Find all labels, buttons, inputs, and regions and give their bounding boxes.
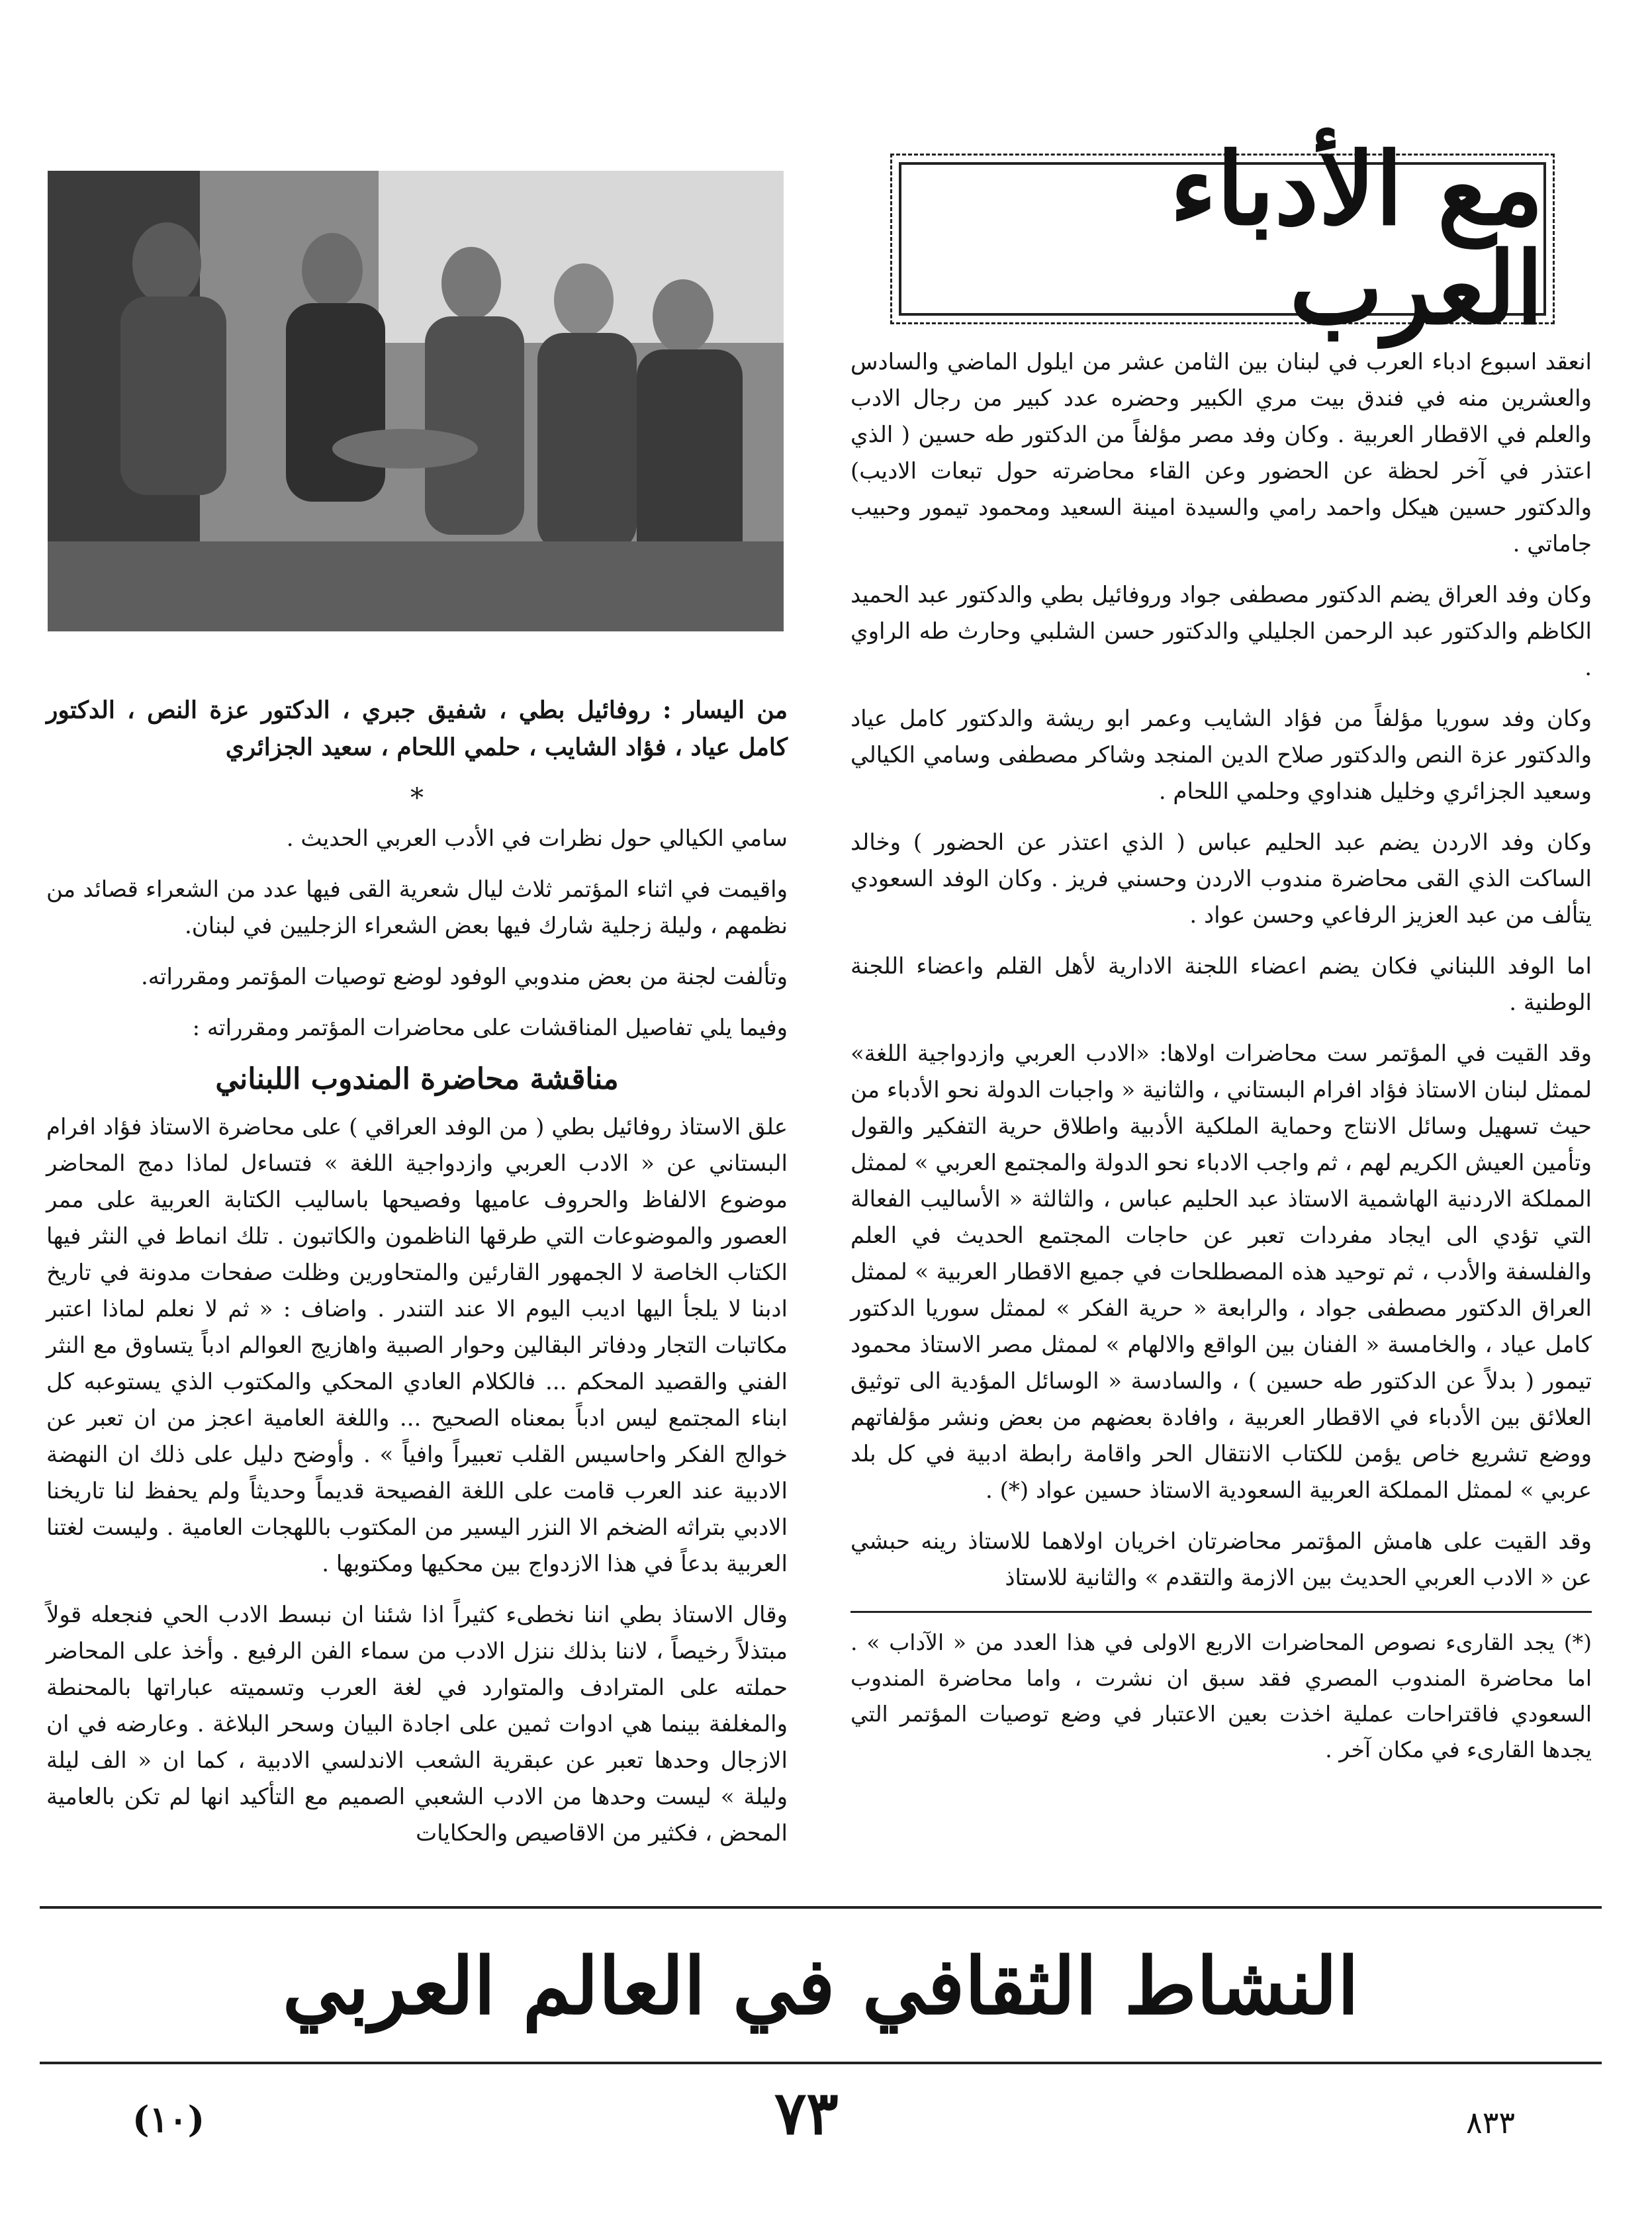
right-column — [850, 344, 1592, 1782]
paragraph: وقد القيت على هامش المؤتمر محاضرتان اخريان اولاهما للاستاذ رينه حبشي عن « الادب العربي الحديث بين الازمة والتقدم » والثانية للاستاذ — [850, 1528, 1592, 1591]
photo-figures — [48, 171, 784, 631]
group-photo — [48, 171, 784, 631]
article-title: مع الأدباء العرب — [1170, 131, 1543, 347]
title-frame — [890, 131, 1555, 347]
bottom-divider — [40, 2062, 1602, 2064]
paragraph: وقد القيت في المؤتمر ست محاضرات اولاها: «الادب العربي وازدواجية اللغة» لممثل لبنان الاستاذ فؤاد افرام البستاني ، والثانية « واجبات الدولة نحو الأدباء من حيث تسهيل وسائل الانتاج وحماية الملكية الأدبية واطلاق حرية التفكير والقول وتأمين العيش الكريم لهم ، ثم واجب الادباء نحو الدولة والمجتمع العربي » لممثل المملكة الاردنية الهاشمية الاستاذ عبد الحليم عباس ، والثالثة « الأساليب الفعالة التي تؤدي الى ايجاد مفردات تعبر عن حاجات المجتمع الحديث في العلم والفلسفة والأدب ، ثم توحيد هذه المصطلحات في جميع الاقطار العربية » لممثل العراق الدكتور مصطفى جواد ، والرابعة « حرية الفكر » لممثل سوريا الدكتور كامل عياد ، والخامسة « الفنان بين الواقع والالهام » لممثل مصر الاستاذ محمود تيمور ( بدلاً عن الدكتور طه حسين ) ، والسادسة « الوسائل المؤدية الى توثيق العلائق بين الأدباء في الاقطار العربية ، وافادة بعضهم من بعض ونشر مؤلفاتهم ووضع تشريع خاص يؤمن للكتاب الانتقال الحر واقامة رابطة ادبية في كل بلد عربي » لممثل المملكة العربية السعودية الاستاذ حسين عواد (*) . — [850, 1040, 1592, 1504]
paragraph: وكان وفد الاردن يضم عبد الحليم عباس ( الذي اعتذر عن الحضور ) وخالد الساكت الذي القى محاضرة مندوب الاردن وحسني فريز . وكان الوفد السعودي يتألف من عبد العزيز الرفاعي وحسن عواد . — [850, 829, 1592, 929]
section-banner: النشاط الثقافي في العالم العربي — [282, 1939, 1359, 2032]
paragraph: انعقد اسبوع ادباء العرب في لبنان بين الثامن عشر من ايلول الماضي والسادس والعشرين منه في فندق بيت مري الكبير وحضره عدد كبير من رجال الادب والعلم في الاقطار العربية . وكان وفد مصر مؤلفاً من الدكتور طه حسين ( الذي اعتذر في آخر لحظة عن الحضور وعن القاء محاضرته حول تبعات الاديب) والدكتور حسين هيكل واحمد رامي والسيدة امينة السعيد ومحمود تيمور وحبيب جاماتي . — [850, 349, 1592, 557]
footnote: (*) يجد القارىء نصوص المحاضرات الاربع الاولى في هذا العدد من « الآداب » . اما محاضرة المندوب المصري فقد سبق ان نشرت ، واما محاضرة المندوب السعودي فاقتراحات عملية اخذت بعين الاعتبار في وضع توصيات المؤتمر التي يجدها القارىء في مكان آخر . — [850, 1611, 1592, 1768]
paragraph: واقيمت في اثناء المؤتمر ثلاث ليال شعرية القى فيها عدد من الشعراء قصائد من نظمهم ، وليلة زجلية شارك فيها بعض الشعراء الزجليين في لبنان. — [46, 876, 788, 939]
page-number: ٧٣ — [774, 2078, 839, 2148]
paragraph: سامي الكيالي حول نظرات في الأدب العربي الحديث . — [286, 825, 788, 852]
photo-caption: من اليسار : روفائيل بطي ، شفيق جبري ، الدكتور عزة النص ، الدكتور كامل عياد ، فؤاد الشايب ، حلمي اللحام ، سعيد الجزائري — [46, 696, 788, 761]
paragraph: وفيما يلي تفاصيل المناقشات على محاضرات المؤتمر ومقرراته : — [192, 1015, 788, 1041]
section-title: مناقشة محاضرة المندوب اللبناني — [215, 1062, 619, 1096]
volume-page-number: ٨٣٣ — [1466, 2105, 1516, 2140]
paragraph: اما الوفد اللبناني فكان يضم اعضاء اللجنة الادارية لأهل القلم واعضاء اللجنة الوطنية . — [850, 953, 1592, 1016]
left-column — [46, 692, 788, 1866]
top-divider — [40, 1906, 1602, 1909]
issue-number: (١٠) — [132, 2098, 205, 2140]
paragraph: وكان وفد العراق يضم الدكتور مصطفى جواد وروفائيل بطي والدكتور عبد الحميد الكاظم والدكتور عبد الرحمن الجليلي والدكتور حسن الشلبي وحارث طه الراوي . — [850, 582, 1592, 681]
paragraph: وقال الاستاذ بطي اننا نخطىء كثيراً اذا شئنا ان نبسط الادب الحي فنجعله قولاً مبتذلاً رخيصاً ، لاننا بذلك ننزل الادب من سماء الفن الرفيع . وأخذ على المحاضر حملته على المترادف والمتوارد في لغة العرب وتسميته عباراتها بالمحنطة والمغلفة بينما هي ادوات ثمين على اجادة البيان وسحر البلاغة . وعارضه في ان الازجال وحدها تعبر عن عبقرية الشعب الاندلسي الادبية ، كما ان « الف ليلة وليلة » ليست وحدها من الادب الشعبي الصميم مع التأكيد انها لم تكن بالعامية المحض ، فكثير من الاقاصيص والحكايات — [46, 1602, 788, 1847]
paragraph: وتألفت لجنة من بعض مندوبي الوفود لوضع توصيات المؤتمر ومقرراته. — [140, 964, 788, 990]
separator-star: * — [410, 783, 424, 813]
paragraph: وكان وفد سوريا مؤلفاً من فؤاد الشايب وعمر ابو ريشة والدكتور كامل عياد والدكتور عزة النص والدكتور صلاح الدين المنجد وشاكر مصطفى وسامي الكيالي وسعيد الجزائري وخليل هنداوي وحلمي اللحام . — [850, 706, 1592, 805]
paragraph: علق الاستاذ روفائيل بطي ( من الوفد العراقي ) على محاضرة الاستاذ فؤاد افرام البستاني عن « الادب العربي وازدواجية اللغة » فتساءل لماذا دمج المحاضر موضوع الالفاظ والحروف عاميها وفصيحها باساليب الكتابة العربية على ممر العصور والموضوعات التي طرقها الناظمون والكاتبون . تلك انماط في النثر فيها الكتاب الخاصة لا الجمهور القارئين والمتحاورين وظلت صفحات مدونة في تاريخ ادبنا لا يلجأ اليها اديب اليوم الا عند التندر . واضاف : « ثم لا نعلم لماذا اعتبر مكاتبات التجار ودفاتر البقالين وحوار الصبية واهازيج العوالم ادباً يتساوق مع النثر الفني والقصيد المحكم ... فالكلام العادي المحكي والمكتوب الذي يستوعبه كل ابناء المجتمع ليس ادباً بمعناه الصحيح ... واللغة العامية اعجز من ان تعبر عن خوالج الفكر واحاسيس القلب تعبيراً وافياً » . وأوضح دليل على ذلك ان النهضة الادبية عند العرب قامت على اللغة الفصيحة قديماً وحديثاً ولم يحفظ لنا تاريخنا الادبي بتراثه الضخم الا النزر اليسير من المكتوب باللهجات العامية . وليست لغتنا العربية بدعاً في هذا الازدواج بين محكيها ومكتوبها . — [46, 1114, 788, 1577]
